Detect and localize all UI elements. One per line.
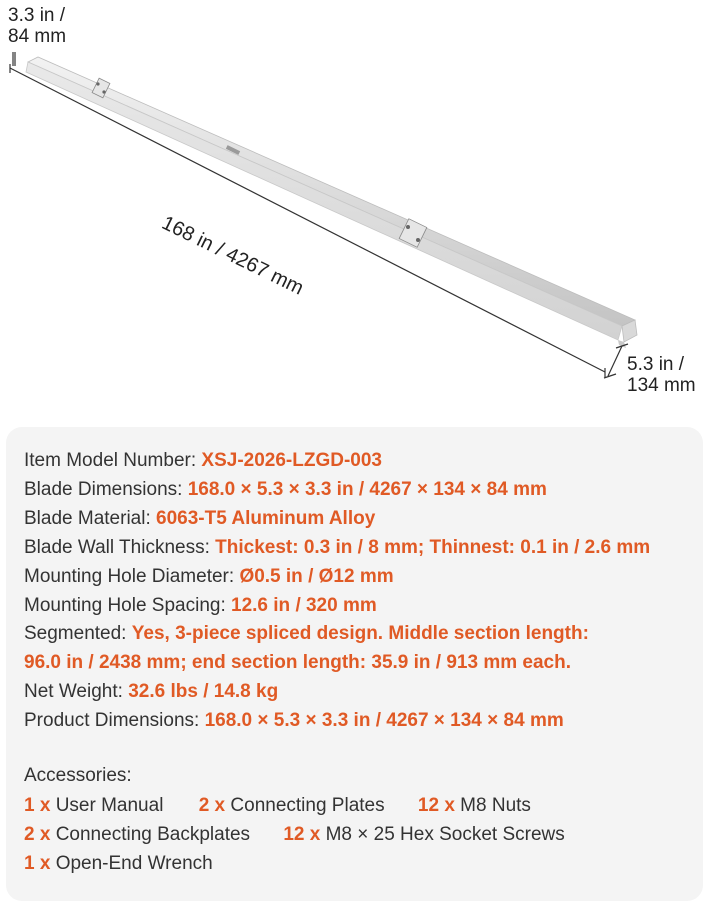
spec-blade-material: Blade Material: 6063-T5 Aluminum Alloy (24, 507, 376, 529)
spec-segmented: Segmented: Yes, 3-piece spliced design. Middle section length: (24, 623, 589, 645)
accessory-item: 2 x Connecting Backplates (24, 824, 251, 845)
accessories-row-2 (24, 824, 565, 846)
product-figure (0, 0, 709, 420)
spec-hole-diameter: Mounting Hole Diameter: Ø0.5 in / Ø12 mm (24, 565, 394, 587)
spec-blade-dimensions: Blade Dimensions: 168.0 × 5.3 × 3.3 in / 4267 × 134 × 84 mm (24, 478, 547, 500)
accessory-item: 1 x Open-End Wrench (24, 853, 213, 874)
accessories-row-1 (24, 795, 531, 817)
width-dimension-label (627, 354, 696, 396)
spec-hole-spacing: Mounting Hole Spacing: 12.6 in / 320 mm (24, 594, 377, 616)
accessory-item: 12 x M8 Nuts (417, 795, 531, 816)
accessories-heading: Accessories: (24, 765, 132, 786)
screed-blade-illustration (0, 0, 709, 420)
height-inches: 3.3 in / (8, 5, 66, 26)
spec-product-dimensions: Product Dimensions: 168.0 × 5.3 × 3.3 in / 4267 × 134 × 84 mm (24, 710, 564, 732)
spec-segmented-cont: 96.0 in / 2438 mm; end section length: 35.9 in / 913 mm each. (24, 652, 571, 674)
spec-list (24, 447, 650, 736)
spec-model-number: Item Model Number: XSJ-2026-LZGD-003 (24, 450, 382, 471)
spec-wall-thickness: Blade Wall Thickness: Thickest: 0.3 in / 8 mm; Thinnest: 0.1 in / 2.6 mm (24, 536, 651, 558)
height-dimension-label (8, 5, 66, 47)
length-dimension-label: 168 in / 4267 mm (158, 212, 307, 300)
accessory-item: 2 x Connecting Plates (198, 795, 385, 816)
height-mm: 84 mm (8, 26, 67, 47)
width-inches: 5.3 in / (627, 354, 685, 375)
accessory-item: 1 x User Manual (24, 795, 164, 816)
spec-net-weight: Net Weight: 32.6 lbs / 14.8 kg (24, 681, 279, 703)
width-mm: 134 mm (627, 375, 696, 396)
accessory-item: 12 x M8 × 25 Hex Socket Screws (283, 824, 565, 845)
accessories-row-3 (24, 853, 213, 875)
